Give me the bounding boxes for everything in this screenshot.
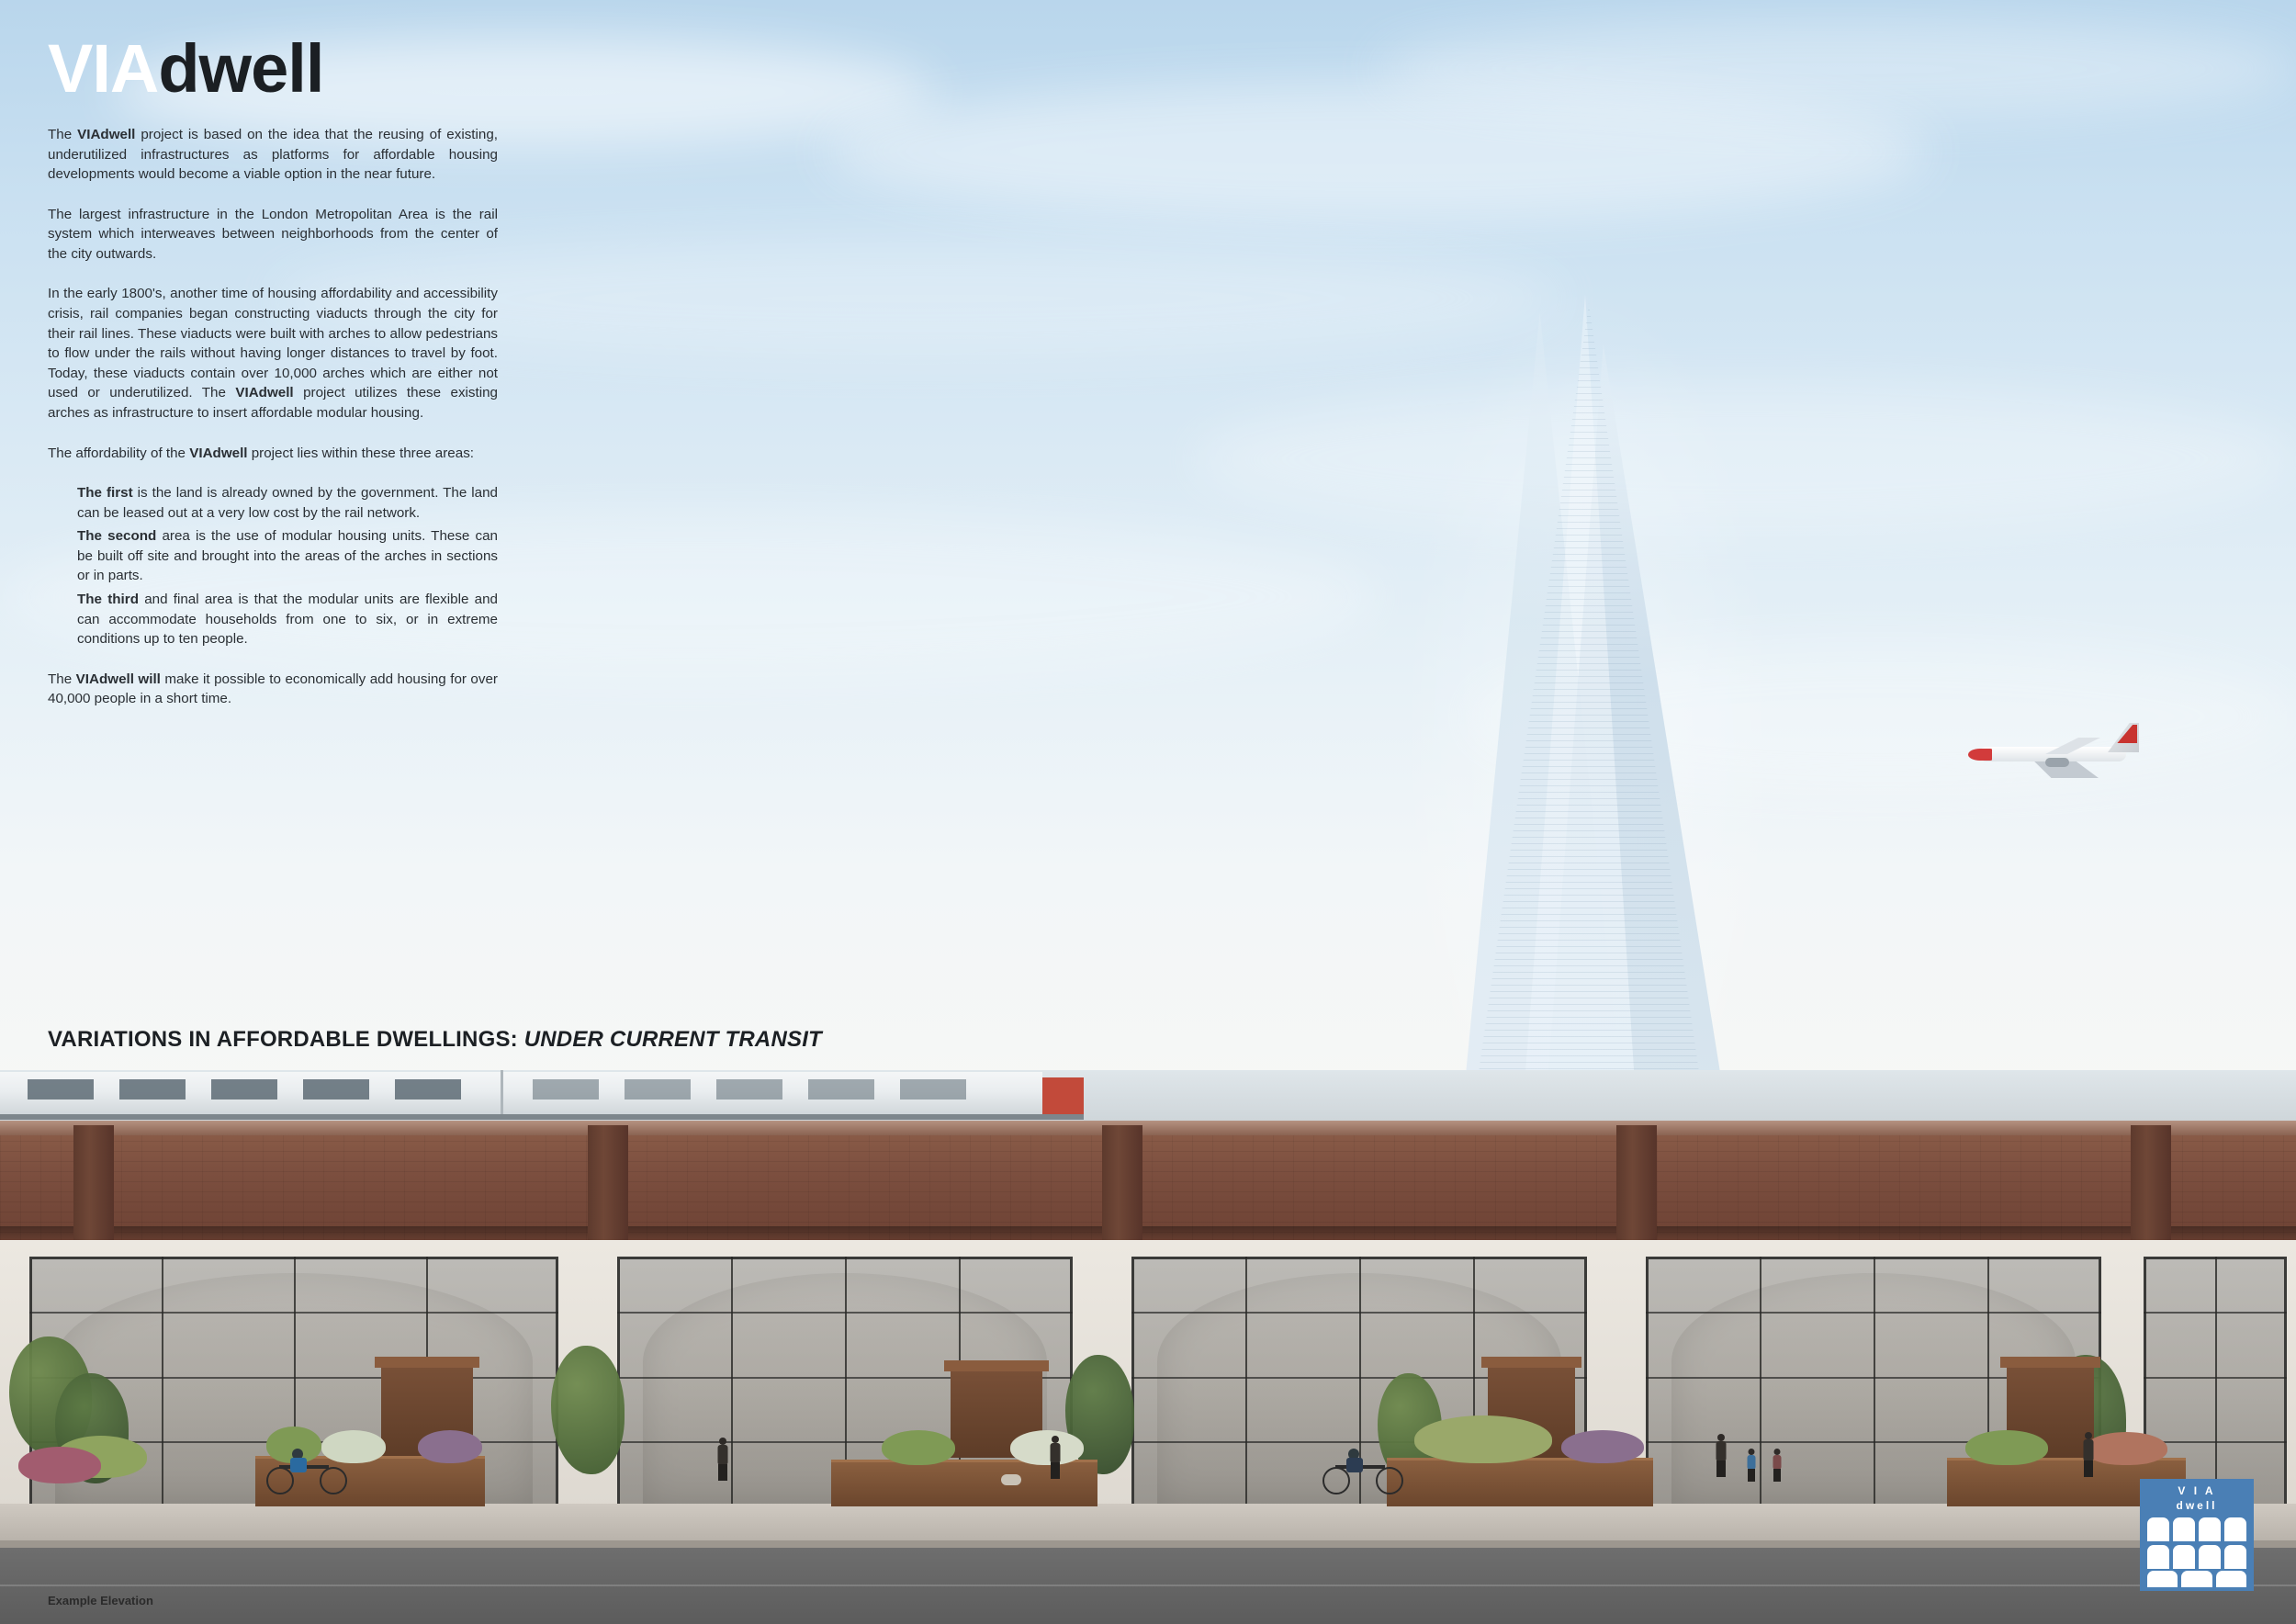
text-panel xyxy=(48,18,498,729)
mark-line-1: V I A xyxy=(2178,1484,2216,1497)
mark-arch xyxy=(2199,1545,2221,1569)
train-car-divider xyxy=(501,1070,503,1114)
cyclist xyxy=(1322,1449,1424,1493)
viaduct-pier xyxy=(2131,1125,2171,1240)
person-legs xyxy=(718,1464,727,1481)
p3-lead: In the early 1800's, another time of housing affordability and accessibility crisis, rail companies began constructing viaducts through the city for their rail lines. These viaducts were built with arches to allow pedestrians to flow under the rails without having longer distances to travel by foot. Today, these viaducts contain over 10,000 arches which are either not used or underutilized. The xyxy=(48,286,498,401)
person-body xyxy=(718,1445,728,1465)
p5-rest: make it possible to economically add housing for over 40,000 people in a short time. xyxy=(48,671,498,707)
curb xyxy=(0,1540,2296,1548)
mark-arch xyxy=(2181,1571,2212,1587)
mark-arch xyxy=(2199,1517,2221,1541)
first-text: is the land is already owned by the government. The land can be leased out at a very low cost by the rail network. xyxy=(77,485,498,521)
mark-arch xyxy=(2224,1517,2246,1541)
section-heading-plain: VARIATIONS IN AFFORDABLE DWELLINGS: xyxy=(48,1027,518,1052)
elevation-render xyxy=(0,1070,2296,1624)
ornamental-grass xyxy=(1414,1415,1552,1463)
logo-via: VIA xyxy=(48,30,159,107)
mark-arch xyxy=(2224,1545,2246,1569)
train-window xyxy=(533,1079,599,1100)
person-legs xyxy=(1716,1460,1726,1477)
dog xyxy=(1001,1474,1021,1485)
person-head xyxy=(2085,1432,2092,1439)
person-body xyxy=(1716,1441,1727,1461)
mark-arch xyxy=(2147,1517,2169,1541)
p4-lead: The affordability of the xyxy=(48,445,190,461)
paragraph-rail-system: The largest infrastructure in the London Metropolitan Area is the rail system which interweaves between neighborhoods from the center of the city outwards. xyxy=(48,206,498,262)
train-window xyxy=(716,1079,782,1100)
kiosk-roof xyxy=(2000,1357,2100,1368)
kiosk-roof xyxy=(375,1357,479,1368)
person-body xyxy=(1748,1455,1756,1470)
mark-line-2: dwell xyxy=(2176,1499,2218,1512)
mark-arch-row xyxy=(2147,1571,2246,1587)
viaduct-pier xyxy=(1102,1125,1142,1240)
train-window xyxy=(28,1079,94,1100)
person-head xyxy=(1717,1434,1725,1441)
paragraph-conclusion xyxy=(48,670,498,709)
mark-arch xyxy=(2173,1545,2195,1569)
shrub xyxy=(2085,1432,2167,1465)
paragraph-affordability-intro xyxy=(48,444,498,464)
pedestrian xyxy=(2080,1432,2097,1483)
shrub xyxy=(1561,1430,1644,1463)
third-text: and final area is that the modular units are flexible and can accommodate households from one to six, or in extreme conditions up to ten people. xyxy=(77,591,498,648)
person-body xyxy=(1051,1443,1061,1463)
shard-tower xyxy=(1437,294,1731,1084)
bike-wheel xyxy=(1376,1467,1403,1494)
pedestrian xyxy=(715,1438,731,1483)
section-heading-italic: UNDER CURRENT TRANSIT xyxy=(517,1027,822,1052)
person-legs xyxy=(1051,1462,1060,1479)
kiosk-roof xyxy=(1481,1357,1581,1368)
third-label: The third xyxy=(77,591,139,607)
shard-floor-lines xyxy=(1456,303,1722,1084)
train-window xyxy=(303,1079,369,1100)
cyclist xyxy=(266,1449,367,1493)
mark-arch xyxy=(2147,1571,2178,1587)
mark-arch xyxy=(2173,1517,2195,1541)
airplane-icon xyxy=(1961,721,2144,785)
shrub xyxy=(18,1447,101,1483)
train-roofline xyxy=(0,1114,1084,1120)
person-body xyxy=(1773,1455,1782,1470)
cyclist-body xyxy=(1346,1458,1363,1472)
list-item-first xyxy=(77,483,498,523)
viaduct-pier xyxy=(1616,1125,1657,1240)
p1-brand: VIAdwell xyxy=(77,127,136,142)
planter xyxy=(1387,1458,1653,1506)
paragraph-history xyxy=(48,284,498,423)
viaduct-pier xyxy=(73,1125,114,1240)
sidewalk xyxy=(0,1504,2296,1542)
second-text: area is the use of modular housing units. These can be built off site and brought into the areas of the arches in sections or in parts. xyxy=(77,528,498,584)
kiosk-roof xyxy=(944,1360,1049,1371)
viaduct-brickwork xyxy=(0,1121,2296,1240)
train-window xyxy=(119,1079,186,1100)
p3-rest: project utilizes these existing arches as infrastructure to insert affordable modular housing. xyxy=(48,385,498,421)
train-window xyxy=(211,1079,277,1100)
project-logo-mark xyxy=(2142,1481,2252,1589)
viaduct-shadow xyxy=(0,1226,2296,1241)
p5-lead: The xyxy=(48,671,76,687)
plane-nose xyxy=(1968,749,1992,761)
pedestrian xyxy=(1047,1436,1064,1483)
pedestrian xyxy=(1713,1434,1729,1483)
train-window xyxy=(808,1079,874,1100)
mark-arch-row xyxy=(2147,1517,2246,1541)
p3-brand: VIAdwell xyxy=(235,385,294,401)
person-head xyxy=(1052,1436,1059,1443)
mark-arch-row xyxy=(2147,1545,2246,1569)
list-item-second xyxy=(77,526,498,586)
p1-lead: The xyxy=(48,127,78,142)
shrub xyxy=(882,1430,955,1465)
mark-arch xyxy=(2147,1545,2169,1569)
person-legs xyxy=(1773,1469,1781,1482)
first-label: The first xyxy=(77,485,133,502)
cloud xyxy=(1378,18,2296,119)
p4-rest: project lies within these three areas: xyxy=(247,445,475,461)
person-legs xyxy=(2084,1460,2093,1477)
viaduct-pier xyxy=(588,1125,628,1240)
train-window xyxy=(625,1079,691,1100)
list-item-third xyxy=(77,590,498,649)
person-legs xyxy=(1748,1469,1755,1482)
cyclist-body xyxy=(290,1458,307,1472)
shrub xyxy=(418,1430,482,1463)
person-head xyxy=(1774,1449,1781,1455)
render-caption: Example Elevation xyxy=(48,1594,153,1607)
train-window xyxy=(395,1079,461,1100)
page-title xyxy=(48,30,498,107)
p4-brand: VIAdwell xyxy=(189,445,248,461)
mark-arch xyxy=(2216,1571,2246,1587)
logo-dwell: dwell xyxy=(158,30,324,107)
person-head xyxy=(1749,1449,1755,1455)
person-body xyxy=(2084,1439,2094,1461)
child-pedestrian xyxy=(1745,1449,1758,1485)
person-head xyxy=(719,1438,726,1445)
p1-rest: project is based on the idea that the reusing of existing, underutilized infrastructures as platforms for affordable housing developments would become a viable option in the near future. xyxy=(48,127,498,183)
section-heading xyxy=(48,1027,822,1053)
shrub xyxy=(1965,1430,2048,1465)
train-window xyxy=(900,1079,966,1100)
paragraph-intro xyxy=(48,125,498,185)
second-label: The second xyxy=(77,528,157,545)
child-pedestrian xyxy=(1771,1449,1784,1485)
train-signal xyxy=(1042,1077,1084,1114)
plane-engine xyxy=(2045,758,2069,767)
viaduct-coping xyxy=(0,1121,2296,1135)
train-band xyxy=(0,1070,2296,1121)
bike-wheel xyxy=(320,1467,347,1494)
road-marking xyxy=(0,1585,2296,1586)
p5-brand: VIAdwell will xyxy=(75,671,161,687)
